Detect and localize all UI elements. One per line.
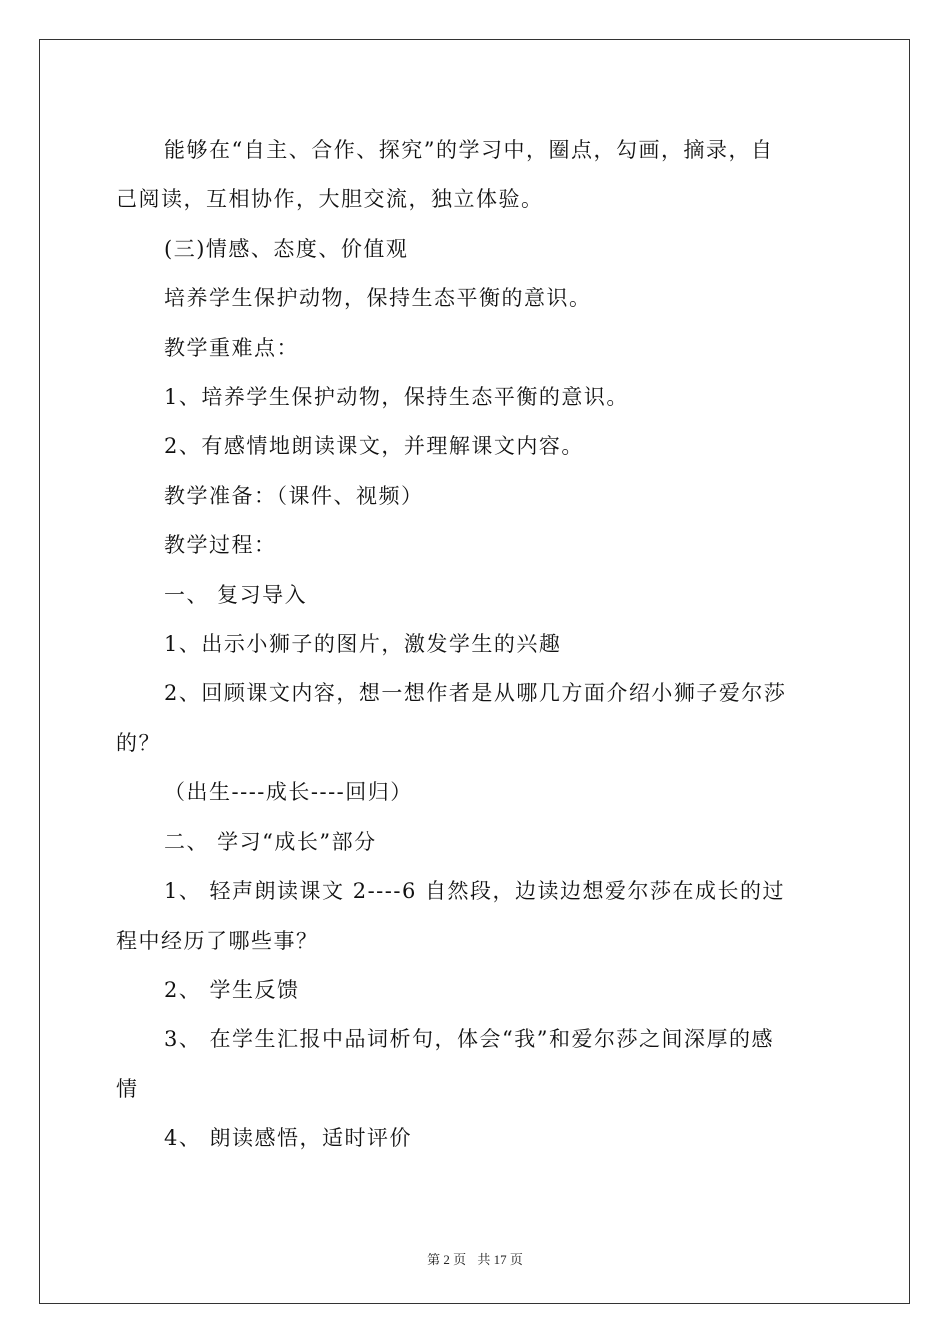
paragraph-line: 培养学生保护动物，保持生态平衡的意识。 [164,286,592,311]
section-heading: 教学准备：（课件、视频） [164,483,424,508]
section-heading: 教学过程： [164,533,277,558]
section-heading: 二、 学习“成长”部分 [164,829,377,854]
list-item: 2、有感情地朗读课文，并理解课文内容。 [164,434,584,459]
paragraph-line: 能够在“自主、合作、探究”的学习中，圈点，勾画，摘录，自 [164,138,774,162]
list-item: 1、出示小狮子的图片，激发学生的兴趣 [164,632,562,657]
section-heading: 一、 复习导入 [164,582,308,607]
document-body [116,126,838,1164]
paragraph-line: 的？ [116,730,161,755]
list-item: 3、 在学生汇报中品词析句，体会“我”和爱尔莎之间深厚的感 [164,1027,775,1052]
section-heading: 教学重难点： [164,335,299,360]
list-item: 2、 学生反馈 [164,977,300,1002]
page-footer [0,1249,950,1268]
page-number: 第 2 页 [427,1252,467,1267]
list-item: 1、培养学生保护动物，保持生态平衡的意识。 [164,385,629,410]
list-item: 2、回顾课文内容，想一想作者是从哪几方面介绍小狮子爱尔莎 [164,681,787,706]
paragraph-line: 程中经历了哪些事？ [116,928,319,953]
paragraph-line: 己阅读，互相协作，大胆交流，独立体验。 [116,187,544,212]
total-pages: 共 17 页 [477,1252,523,1267]
list-item: 4、 朗读感悟，适时评价 [164,1126,413,1151]
list-item: 1、 轻声朗读课文 2----6 自然段，边读边想爱尔莎在成长的过 [164,879,785,904]
paragraph-line: （出生----成长----回归） [164,780,413,805]
paragraph-line: 情 [116,1076,139,1101]
section-heading: (三)情感、态度、价值观 [164,236,409,261]
